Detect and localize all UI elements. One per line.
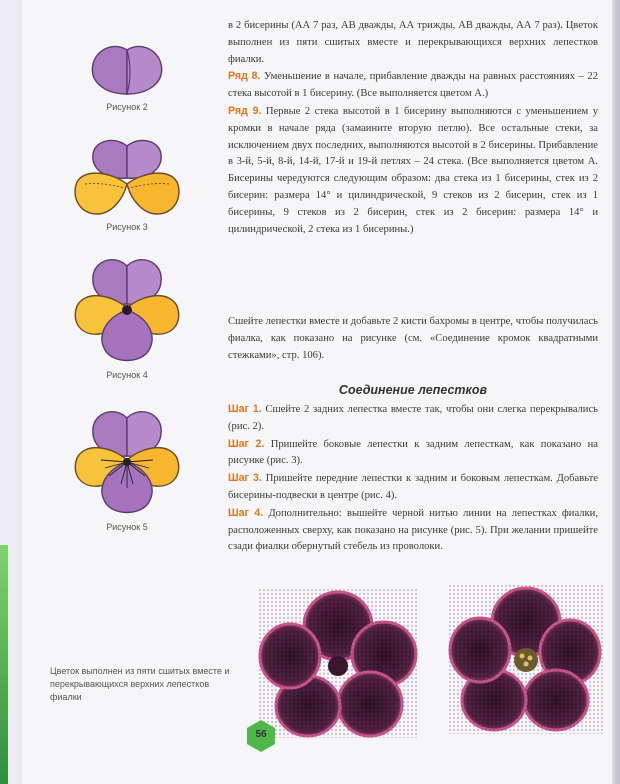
- step-2: [228, 436, 598, 471]
- body-text-block: [228, 18, 598, 238]
- figure-2-label: Рисунок 2: [106, 102, 148, 112]
- step-3-label: Шаг 3.: [228, 472, 262, 485]
- row-8-paragraph: [228, 68, 598, 103]
- beaded-flower-photo-right: [448, 584, 604, 734]
- step-1-label: Шаг 1.: [228, 403, 262, 415]
- figure-5-label: Рисунок 5: [106, 522, 148, 532]
- row-8-label: Ряд 8.: [228, 70, 261, 83]
- step-1-text: Сшейте 2 задних лепестка вместе так, чтобы они слегка перекрывались (рис. 2).: [228, 404, 598, 432]
- figure-3-label: Рисунок 3: [106, 222, 148, 232]
- sew-paragraph: Сшейте лепестки вместе и добавьте 2 кисти бахромы в центре, чтобы получилась фиалка, как показано на рисунке (см. «Соединение кромок квадратными стежками», стр. 106).: [228, 316, 598, 361]
- paragraph-continuation: в 2 бисерины (АА 7 раз, АВ дважды, АА трижды, АВ дважды, АА 7 раз). Цветок выполнен из пяти сшитых вместе и перекрывающихся верхних лепестков фиалки.: [228, 20, 598, 65]
- page-number: 56: [255, 729, 267, 740]
- row-8-text: Уменьшение в начале, прибавление дважды на равных расстояниях – 22 стека высотой в 1 бисерину. (Все выполняется цветом А.): [228, 71, 598, 100]
- step-2-label: Шаг 2.: [228, 437, 265, 450]
- figure-4: [62, 252, 192, 380]
- row-9-text: Первые 2 стека высотой в 1 бисерину выполняются с уменьшением у кромки в начале ряда (замаините вторую петлю). Все остальные стеки, за исключением двух последних, выполняются высотой в 2 бисерины. Прибавление в 3-й, 5-й, 8-й, 14-й, 17-й и 19-й петлях – 24 стека. (Все выполняется цветом А. Бисерины чередуются следующим образом: два стека из 1 бисерины, стек из 2 бисерин: размера 14° и цилиндрической, 9 стеков из 2 бисерин, стек из 1 бисерины, 9 стеков из 2 бисерин, стек из 2 бисерин: размера 14° и цилиндрической, 2 стека из 1 бисерины.): [228, 105, 598, 235]
- step-3: [228, 470, 598, 505]
- sew-paragraph-block: [228, 314, 598, 364]
- beaded-flower-photo-left: [258, 588, 418, 738]
- figure-5: [62, 404, 192, 532]
- step-2-text: Пришейте боковые лепестки к задним лепесткам, как показано на рисунке (рис. 3).: [228, 438, 598, 467]
- step-4: [228, 505, 598, 556]
- step-4-text: Дополнительно: вышейте черной нитью линии на лепестках фиалки, расположенных сверху, как показано на рисунке (рис. 5). При желании пришейте сзади фиалки обернутый стебель из проволоки.: [228, 507, 598, 553]
- figure-4-label: Рисунок 4: [106, 370, 148, 380]
- step-3-text: Пришейте передние лепестки к задним и боковым лепесткам. Добавьте бисерины-подвески в центре (рис. 4).: [228, 473, 598, 501]
- row-9-paragraph: [228, 103, 598, 238]
- page-number-badge: [244, 719, 278, 753]
- step-4-label: Шаг 4.: [228, 506, 264, 519]
- figure-2-illustration: [85, 36, 169, 98]
- figure-3: [62, 134, 192, 232]
- figure-4-illustration: [71, 252, 183, 366]
- steps-block: [228, 401, 598, 556]
- row-9-label: Ряд 9.: [228, 104, 262, 117]
- figure-3-illustration: [71, 134, 183, 218]
- section-heading: Соединение лепестков: [338, 383, 488, 397]
- green-edge-strip: [0, 545, 8, 784]
- photo-caption: Цветок выполнен из пяти сшитых вместе и перекрывающихся верхних лепестков фиалки: [50, 666, 230, 702]
- step-1: [228, 401, 598, 436]
- figure-5-illustration: [71, 404, 183, 518]
- book-spine-shadow: [612, 0, 620, 784]
- figure-2: [62, 36, 192, 112]
